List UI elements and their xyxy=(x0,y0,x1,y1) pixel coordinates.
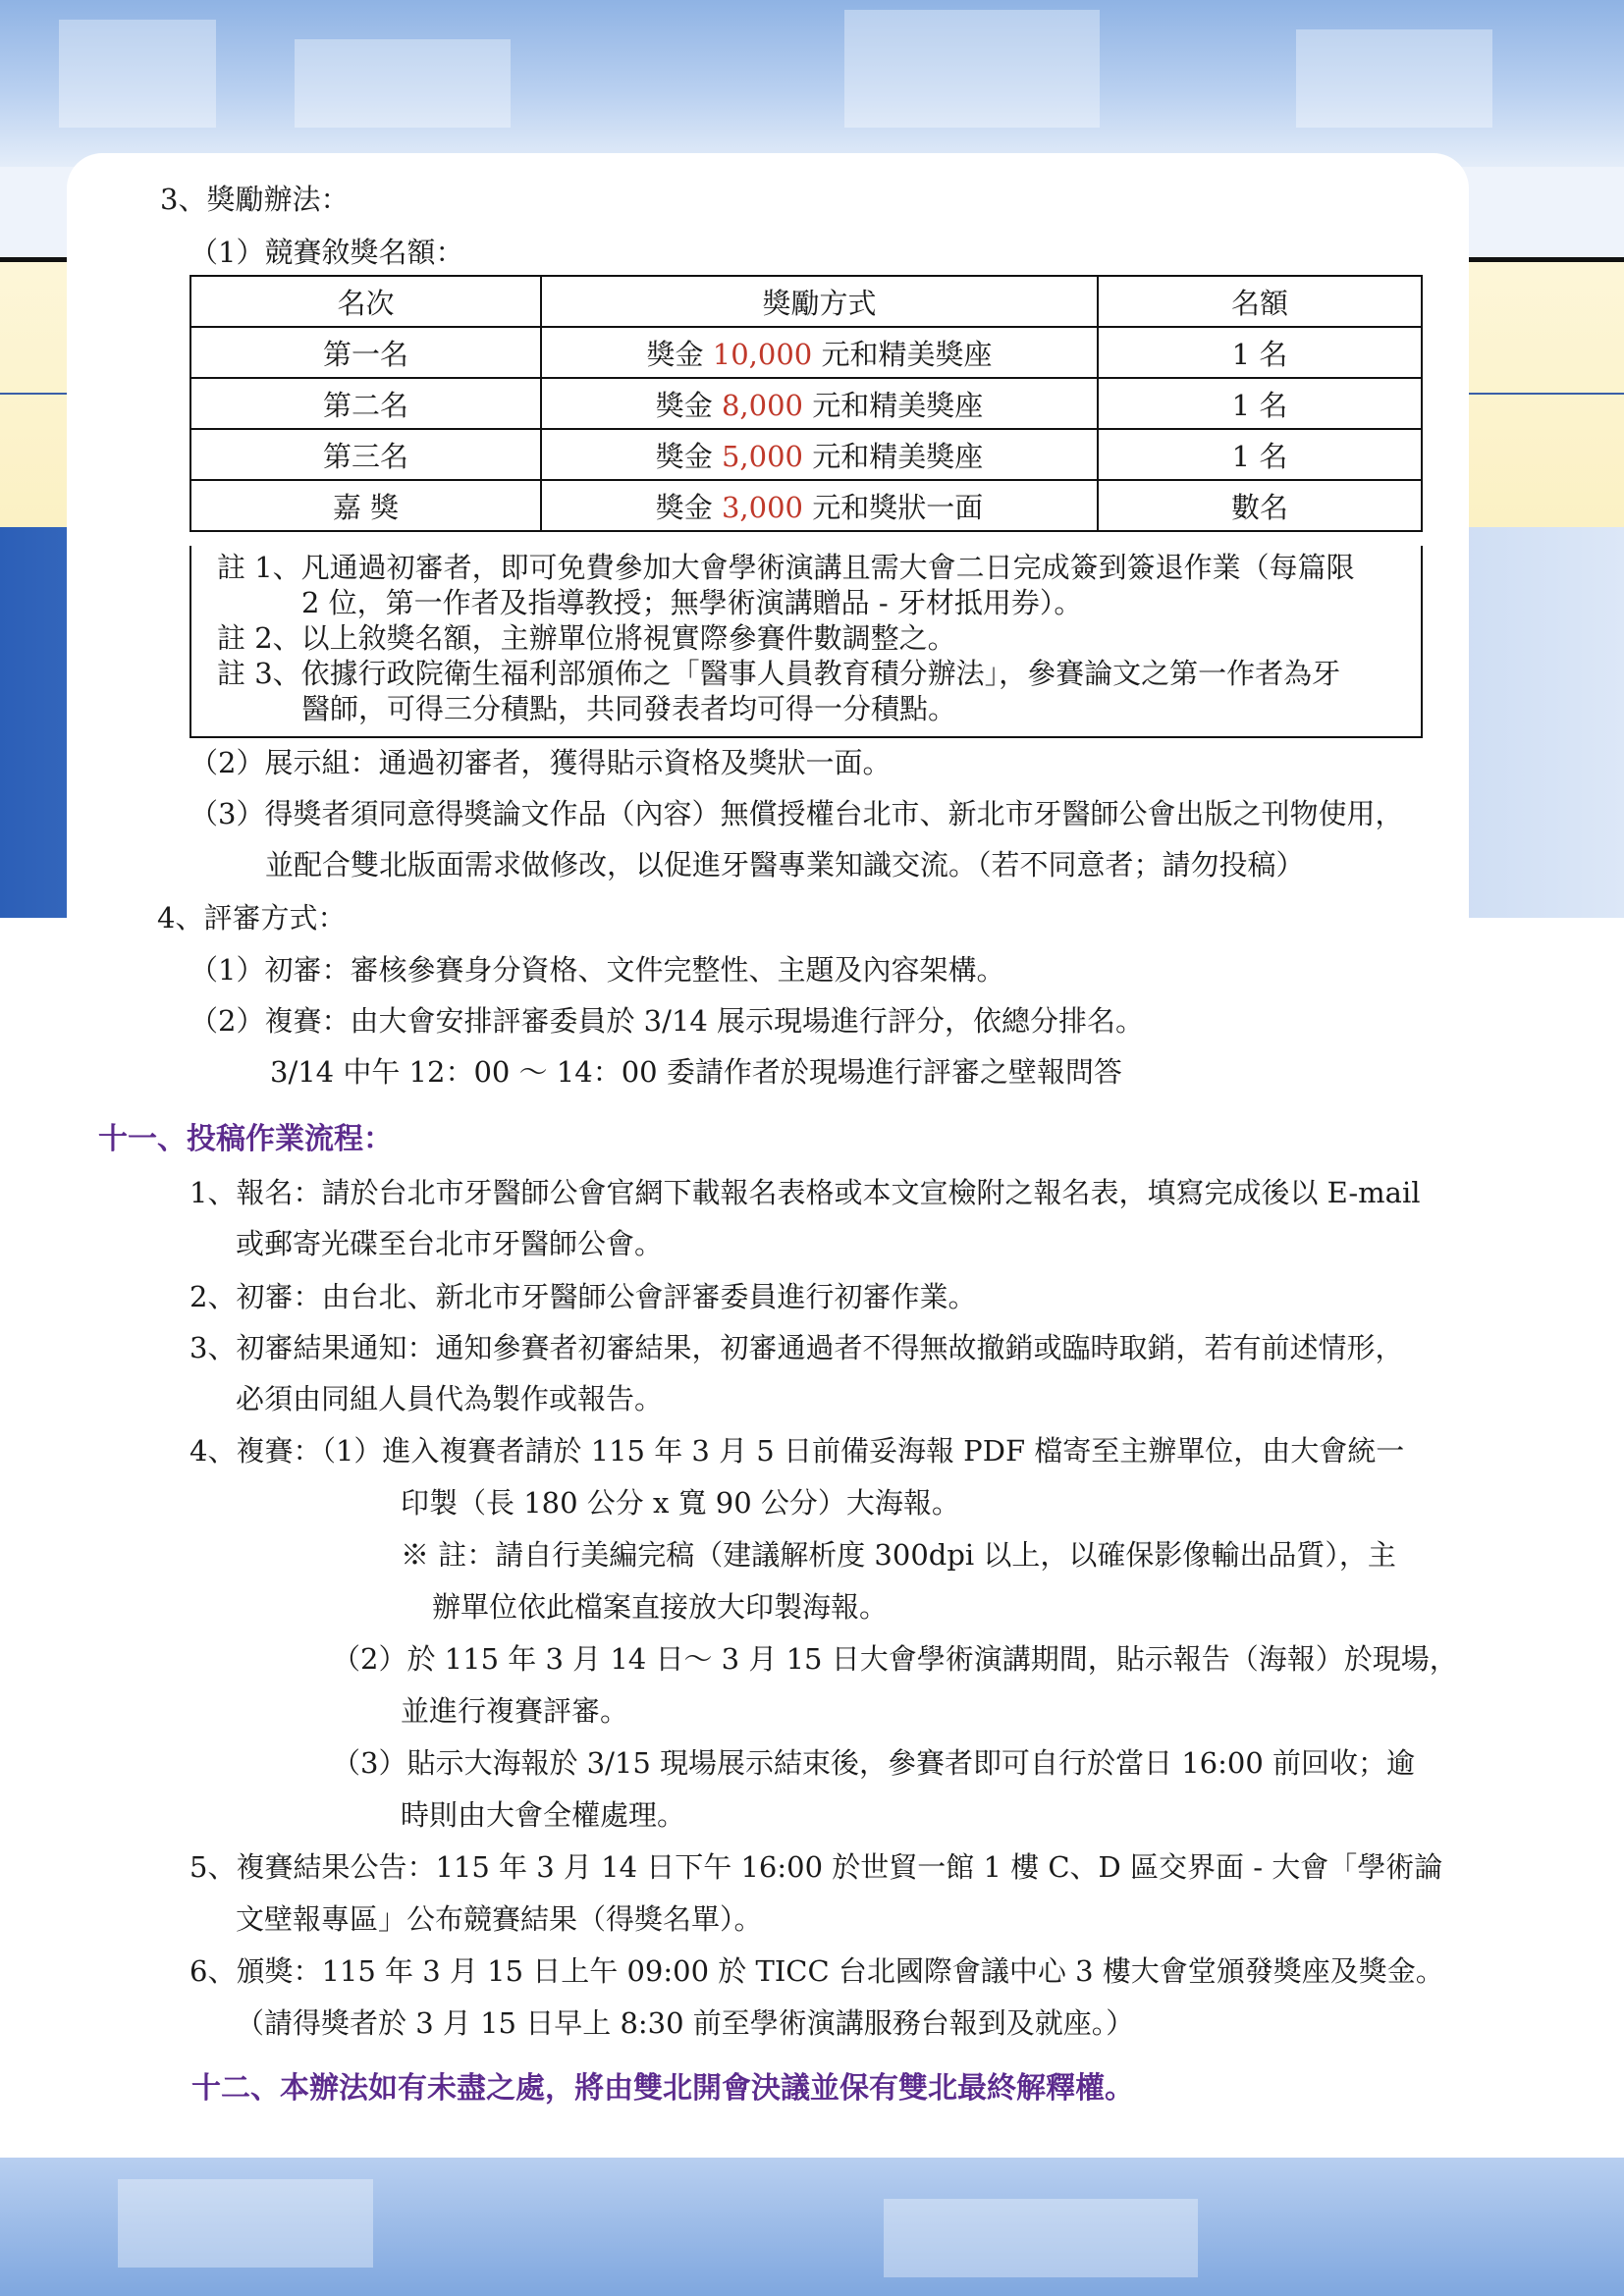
process-line: （2）於 115 年 3 月 14 日～ 3 月 15 日大會學術演講期間，貼示報告（海報）於現場， xyxy=(332,1642,1458,1676)
count-cell: 1 名 xyxy=(1098,378,1422,429)
note-line: 2 位，第一作者及指導教授；無學術演講贈品 - 牙材抵用券）。 xyxy=(301,586,1083,619)
header-method: 獎勵方式 xyxy=(541,276,1098,327)
awards-table xyxy=(189,275,1423,532)
count-cell: 數名 xyxy=(1098,480,1422,531)
table-row xyxy=(190,480,1422,531)
prize-amount: 3,000 xyxy=(721,490,804,524)
section-3-title: 3、獎勵辦法： xyxy=(160,183,350,216)
process-line: 3、初審結果通知：通知參賽者初審結果，初審通過者不得無故撤銷或臨時取銷，若有前述情形， xyxy=(189,1331,1404,1364)
method-cell: 獎金 8,000 元和精美獎座 xyxy=(541,378,1098,429)
note-line: 註 2、以上敘獎名額，主辦單位將視實際參賽件數調整之。 xyxy=(217,621,956,655)
process-line: 5、複賽結果公告：115 年 3 月 14 日下午 16:00 於世貿一館 1 樓 C、D 區交界面 - 大會「學術論 xyxy=(189,1850,1443,1884)
table-row xyxy=(190,429,1422,480)
authorization-line-cont: 並配合雙北版面需求做修改，以促進牙醫專業知識交流。（若不同意者；請勿投稿） xyxy=(265,848,1305,881)
header-count: 名額 xyxy=(1098,276,1422,327)
count-cell: 1 名 xyxy=(1098,327,1422,378)
prize-amount: 8,000 xyxy=(721,388,804,422)
process-line: 6、頒獎：115 年 3 月 15 日上午 09:00 於 TICC 台北國際會議中心 3 樓大會堂頒發獎座及獎金。 xyxy=(189,1954,1444,1988)
process-line: 或郵寄光碟至台北市牙醫師公會。 xyxy=(236,1227,664,1260)
note-line: 註 1、凡通過初審者，即可免費參加大會學術演講且需大會二日完成簽到簽退作業（每篇限 xyxy=(217,551,1355,584)
review-qa-time: 3/14 中午 12：00 ～ 14：00 委請作者於現場進行評審之壁報問答 xyxy=(270,1055,1122,1089)
note-line: 醫師，可得三分積點，共同發表者均可得一分積點。 xyxy=(301,692,957,725)
header-rank: 名次 xyxy=(190,276,541,327)
process-line: 並進行複賽評審。 xyxy=(401,1694,629,1728)
process-line: 2、初審：由台北、新北市牙醫師公會評審委員進行初審作業。 xyxy=(189,1280,977,1313)
process-line: （3）貼示大海報於 3/15 現場展示結束後，參賽者即可自行於當日 16:00 前回收；逾 xyxy=(332,1746,1416,1780)
method-cell: 獎金 3,000 元和獎狀一面 xyxy=(541,480,1098,531)
awards-subtitle: （1）競賽敘獎名額： xyxy=(189,236,464,269)
prize-amount: 5,000 xyxy=(721,439,804,473)
table-row xyxy=(190,327,1422,378)
display-group-line: （2）展示組：通過初審者，獲得貼示資格及獎狀一面。 xyxy=(189,746,892,779)
process-line: ※ 註：請自行美編完稿（建議解析度 300dpi 以上，以確保影像輸出品質），主 xyxy=(401,1538,1396,1572)
review-second-round: （2）複賽：由大會安排評審委員於 3/14 展示現場進行評分，依總分排名。 xyxy=(189,1004,1145,1038)
table-header-row xyxy=(190,276,1422,327)
process-line: 文壁報專區」公布競賽結果（得獎名單）。 xyxy=(236,1902,763,1936)
section-11-heading: 十一、投稿作業流程： xyxy=(98,1122,393,1156)
authorization-line: （3）得獎者須同意得獎論文作品（內容）無償授權台北市、新北市牙醫師公會出版之刊物使用， xyxy=(189,797,1404,830)
rank-cell: 第一名 xyxy=(190,327,541,378)
process-line: 1、報名：請於台北市牙醫師公會官網下載報名表格或本文宣檢附之報名表，填寫完成後以 E-mail xyxy=(189,1176,1421,1209)
process-line: 4、複賽：（1）進入複賽者請於 115 年 3 月 5 日前備妥海報 PDF 檔寄至主辦單位，由大會統一 xyxy=(189,1434,1405,1468)
rank-cell: 第三名 xyxy=(190,429,541,480)
section-4-title: 4、評審方式： xyxy=(157,901,347,934)
process-line: 必須由同組人員代為製作或報告。 xyxy=(236,1382,664,1415)
review-first-round: （1）初審：審核參賽身分資格、文件完整性、主題及內容架構。 xyxy=(189,953,1005,987)
note-line: 註 3、依據行政院衛生福利部頒佈之「醫事人員教育積分辦法」，參賽論文之第一作者為牙 xyxy=(217,657,1341,690)
table-row xyxy=(190,378,1422,429)
process-line: 辦單位依此檔案直接放大印製海報。 xyxy=(432,1590,889,1624)
prize-amount: 10,000 xyxy=(712,337,813,371)
process-line: （請得獎者於 3 月 15 日早上 8:30 前至學術演講服務台報到及就座。） xyxy=(236,2006,1135,2040)
process-line: 印製（長 180 公分 x 寬 90 公分）大海報。 xyxy=(401,1486,960,1520)
process-line: 時則由大會全權處理。 xyxy=(401,1798,686,1832)
section-12-heading: 十二、本辦法如有未盡之處，將由雙北開會決議並保有雙北最終解釋權。 xyxy=(191,2071,1134,2106)
method-cell: 獎金 10,000 元和精美獎座 xyxy=(541,327,1098,378)
count-cell: 1 名 xyxy=(1098,429,1422,480)
method-cell: 獎金 5,000 元和精美獎座 xyxy=(541,429,1098,480)
table-notes xyxy=(189,546,1423,738)
rank-cell: 嘉 獎 xyxy=(190,480,541,531)
rank-cell: 第二名 xyxy=(190,378,541,429)
